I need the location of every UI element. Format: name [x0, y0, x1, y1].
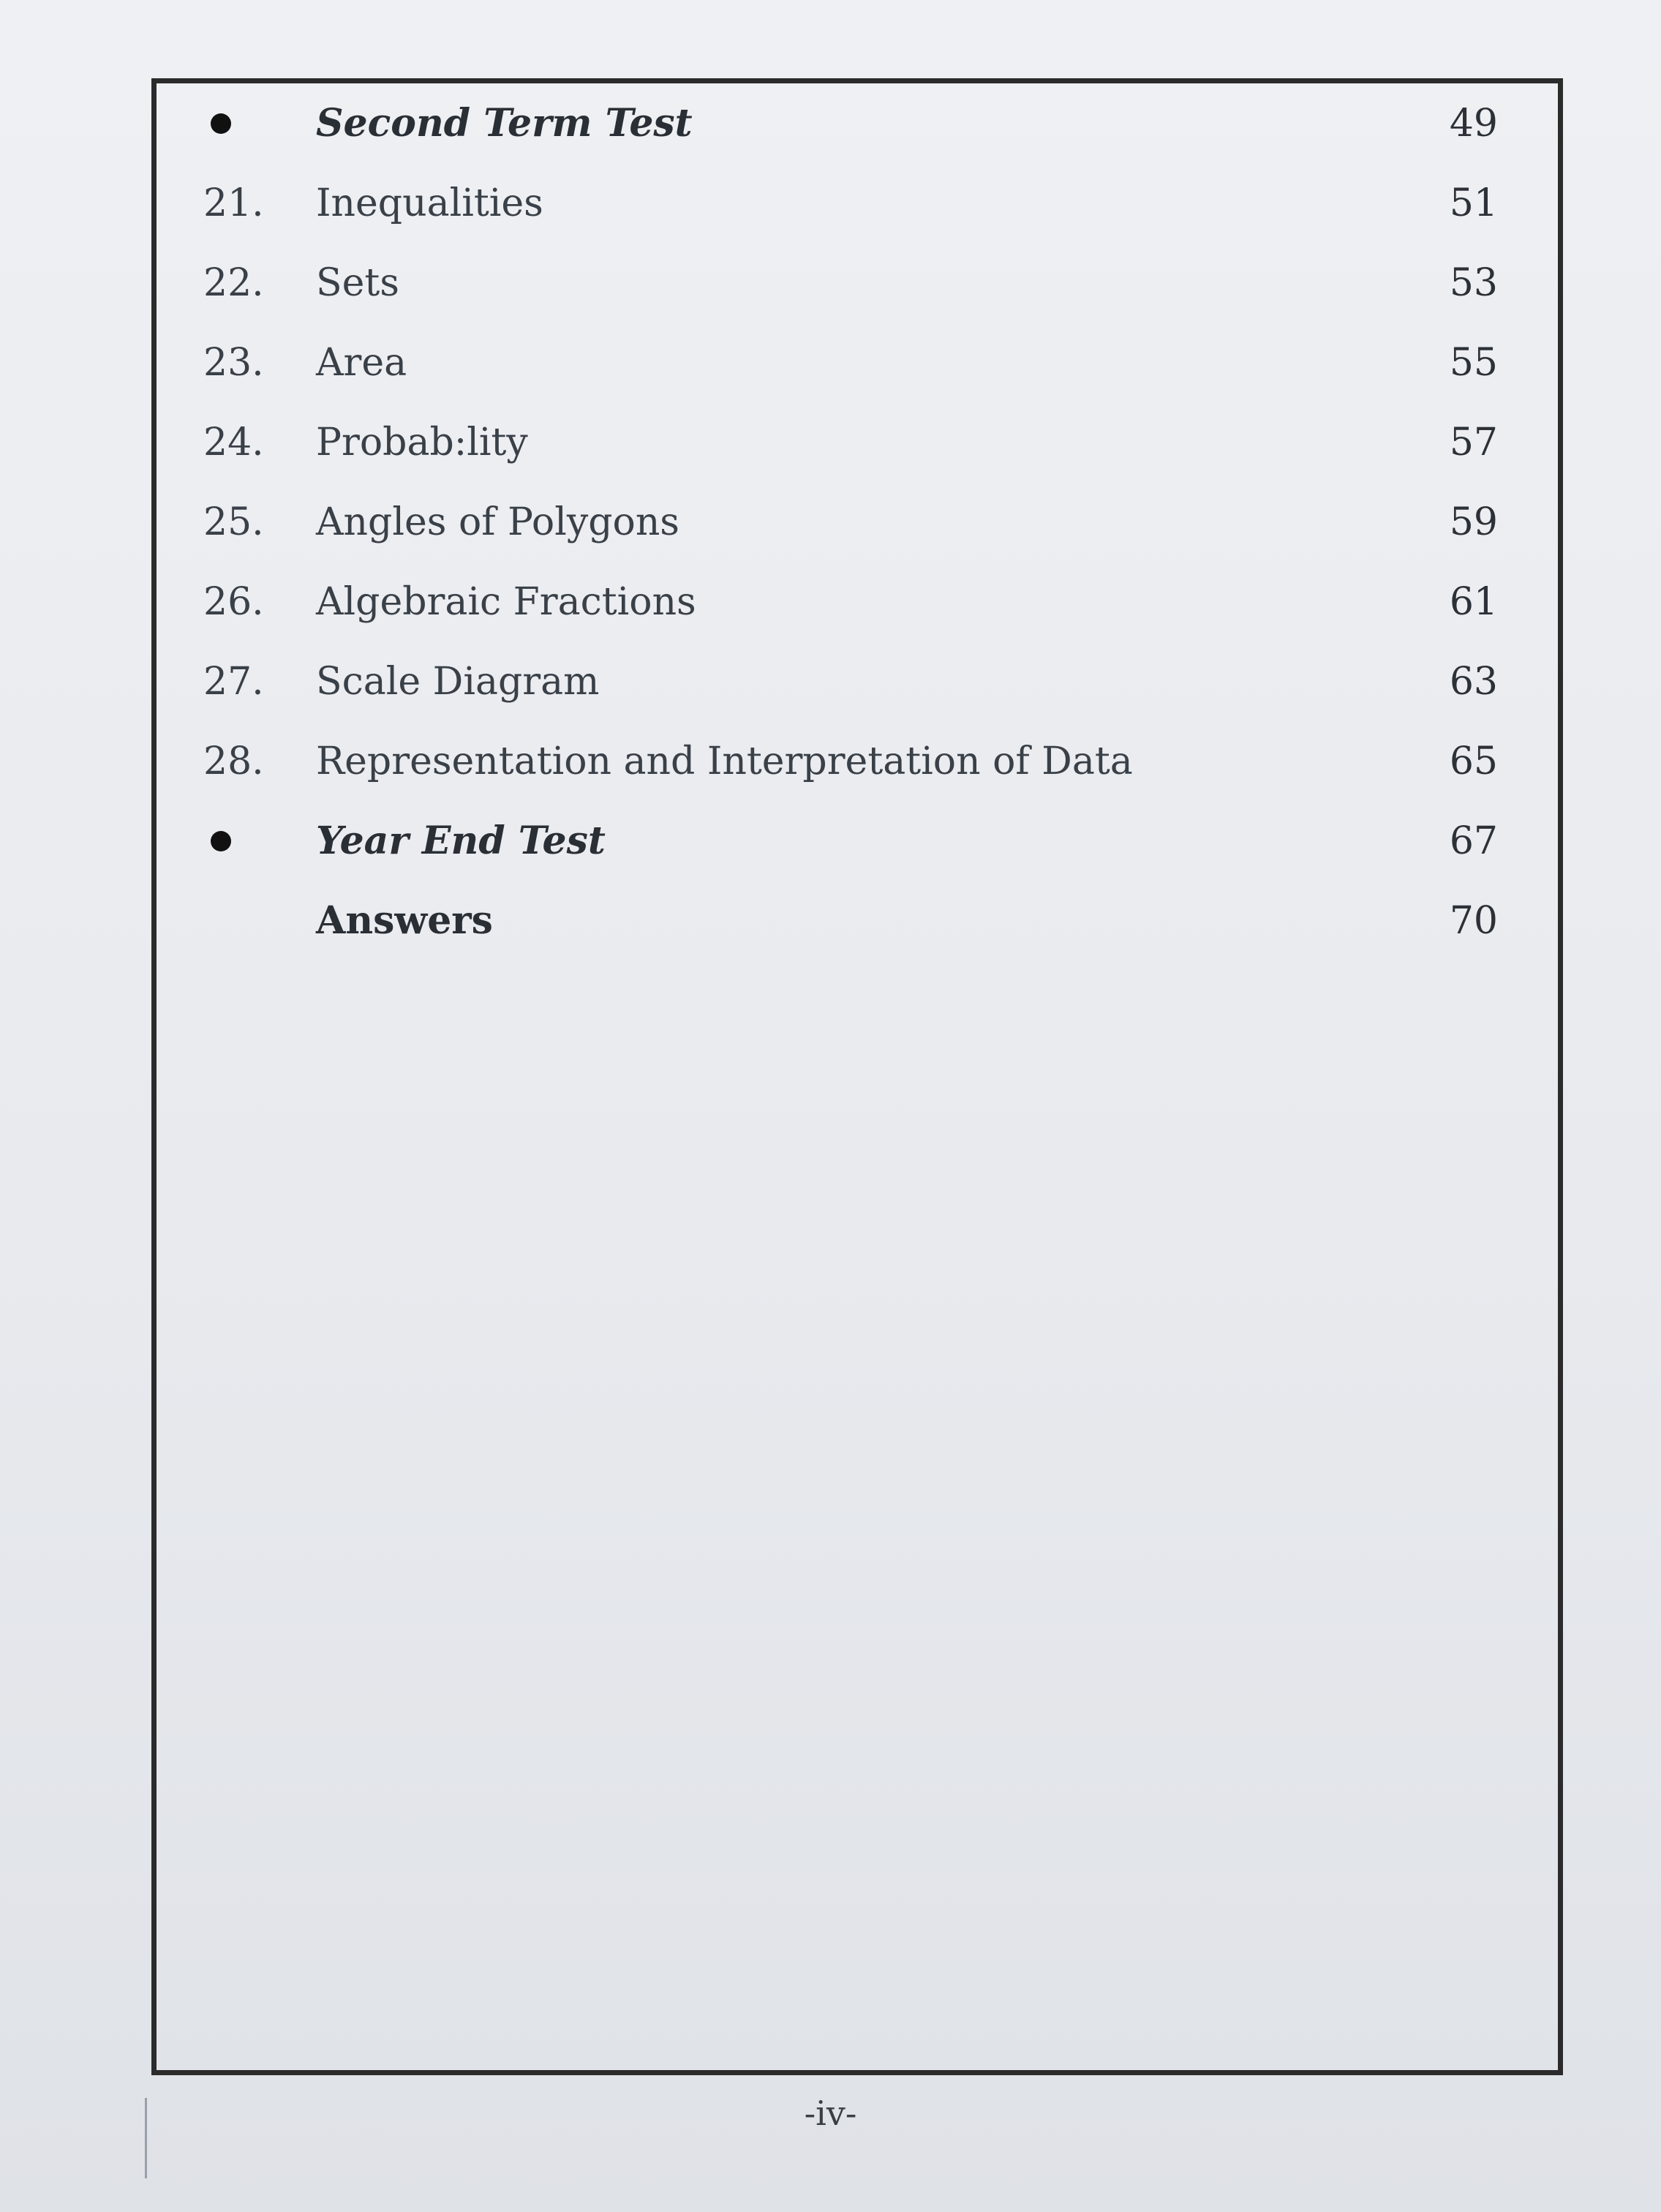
bullet-icon [211, 831, 231, 851]
toc-entry-title: Probab:lity [316, 421, 528, 464]
toc-entry-page: 59 [1449, 500, 1498, 544]
toc-entry-number: 23. [203, 341, 264, 385]
contents-frame [151, 78, 1563, 2075]
toc-entry [157, 250, 1558, 316]
toc-entry [157, 729, 1558, 794]
toc-entry [157, 649, 1558, 715]
toc-entry-page: 49 [1449, 102, 1498, 146]
toc-entry-number: 21. [203, 181, 264, 225]
toc-entry-title: Second Term Test [316, 101, 693, 146]
toc-entry-title: Angles of Polygons [316, 500, 679, 544]
toc-entry-number: 28. [203, 740, 264, 783]
toc-entry-page: 67 [1449, 819, 1498, 863]
toc-entry [157, 489, 1558, 555]
bullet-icon [211, 113, 231, 134]
toc-entry [157, 410, 1558, 475]
toc-entry-number: 26. [203, 580, 264, 624]
toc-entry-number: 22. [203, 261, 264, 305]
toc-entry-page: 65 [1449, 740, 1498, 783]
toc-entry-page: 53 [1449, 261, 1498, 305]
toc-entry [157, 808, 1558, 874]
toc-entry-title: Answers [316, 898, 493, 943]
toc-entry-page: 55 [1449, 341, 1498, 385]
toc-entry-number: 25. [203, 500, 264, 544]
toc-entry-title: Representation and Interpretation of Data [316, 740, 1133, 783]
page-number-footer: -iv- [804, 2094, 857, 2133]
toc-entry [157, 888, 1558, 954]
toc-entry-title: Scale Diagram [316, 660, 600, 704]
toc-entry-title: Area [316, 341, 407, 385]
toc-entry-title: Inequalities [316, 181, 543, 225]
toc-entry-number: 27. [203, 660, 264, 704]
toc-entry-title: Year End Test [316, 819, 606, 863]
toc-entry-number: 24. [203, 421, 264, 464]
toc-entry-page: 57 [1449, 421, 1498, 464]
toc-entry-page: 51 [1449, 181, 1498, 225]
toc-entry [157, 330, 1558, 396]
toc-entry-page: 70 [1449, 899, 1498, 943]
toc-entry [157, 569, 1558, 635]
toc-entry-page: 63 [1449, 660, 1498, 704]
toc-entry-page: 61 [1449, 580, 1498, 624]
toc-entry [157, 170, 1558, 236]
toc-entry-title: Sets [316, 261, 399, 305]
toc-entry [157, 91, 1558, 157]
toc-entry-title: Algebraic Fractions [316, 580, 696, 624]
